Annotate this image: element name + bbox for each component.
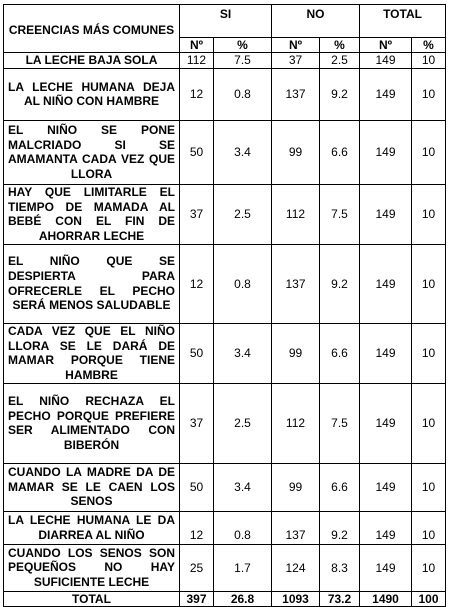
belief-cell: EL NIÑO QUE SE DESPIERTA PARA OFRECERLE EL PECHO SERÁ MENOS SALUDABLE xyxy=(4,244,180,323)
total-count-cell: 149 xyxy=(360,383,412,463)
no-percent-cell: 2.5 xyxy=(320,53,360,69)
si-percent-cell: 1.7 xyxy=(214,544,272,591)
belief-cell: CUANDO LA MADRE DA DE MAMAR SE LE CAEN LOS SENOS xyxy=(4,463,180,511)
header-row xyxy=(4,5,446,38)
si-count-cell: 12 xyxy=(180,511,214,544)
si-count-cell: 37 xyxy=(180,184,214,244)
table-row xyxy=(4,244,446,323)
totals-si-count: 397 xyxy=(180,591,214,606)
no-count-cell: 137 xyxy=(272,244,320,323)
no-percent-cell: 9.2 xyxy=(320,511,360,544)
si-count-cell: 37 xyxy=(180,383,214,463)
totals-no-percent: 73.2 xyxy=(320,591,360,606)
no-percent-cell: 9.2 xyxy=(320,244,360,323)
si-percent-cell: 2.5 xyxy=(214,184,272,244)
totals-row xyxy=(4,591,446,606)
no-percent-cell: 7.5 xyxy=(320,184,360,244)
si-percent-cell: 0.8 xyxy=(214,511,272,544)
totals-total-count: 1490 xyxy=(360,591,412,606)
header-total: TOTAL xyxy=(360,5,446,38)
total-percent-cell: 10 xyxy=(412,53,446,69)
beliefs-table xyxy=(3,4,446,607)
table-row xyxy=(4,544,446,591)
belief-cell: LA LECHE BAJA SOLA xyxy=(4,53,180,69)
table-row xyxy=(4,120,446,184)
si-percent-cell: 0.8 xyxy=(214,68,272,120)
table-row xyxy=(4,184,446,244)
header-no: NO xyxy=(272,5,360,38)
subheader-total-count: Nº xyxy=(360,38,412,53)
belief-cell: LA LECHE HUMANA DEJA AL NIÑO CON HAMBRE xyxy=(4,68,180,120)
totals-label: TOTAL xyxy=(4,591,180,606)
subheader-no-percent: % xyxy=(320,38,360,53)
no-count-cell: 99 xyxy=(272,323,320,383)
table-row xyxy=(4,53,446,69)
header-si: SI xyxy=(180,5,272,38)
total-percent-cell: 10 xyxy=(412,244,446,323)
total-percent-cell: 10 xyxy=(412,184,446,244)
total-percent-cell: 10 xyxy=(412,511,446,544)
total-count-cell: 149 xyxy=(360,463,412,511)
no-percent-cell: 7.5 xyxy=(320,383,360,463)
no-count-cell: 99 xyxy=(272,463,320,511)
total-percent-cell: 10 xyxy=(412,68,446,120)
si-count-cell: 50 xyxy=(180,323,214,383)
total-count-cell: 149 xyxy=(360,323,412,383)
total-count-cell: 149 xyxy=(360,544,412,591)
no-percent-cell: 6.6 xyxy=(320,323,360,383)
si-percent-cell: 7.5 xyxy=(214,53,272,69)
table-row xyxy=(4,463,446,511)
si-count-cell: 112 xyxy=(180,53,214,69)
totals-no-count: 1093 xyxy=(272,591,320,606)
table-row xyxy=(4,383,446,463)
total-count-cell: 149 xyxy=(360,53,412,69)
no-count-cell: 112 xyxy=(272,383,320,463)
si-count-cell: 12 xyxy=(180,68,214,120)
si-percent-cell: 3.4 xyxy=(214,323,272,383)
total-count-cell: 149 xyxy=(360,184,412,244)
total-percent-cell: 10 xyxy=(412,463,446,511)
si-count-cell: 25 xyxy=(180,544,214,591)
no-percent-cell: 6.6 xyxy=(320,120,360,184)
total-percent-cell: 10 xyxy=(412,323,446,383)
total-percent-cell: 10 xyxy=(412,544,446,591)
belief-cell: EL NIÑO RECHAZA EL PECHO PORQUE PREFIERE SER ALIMENTADO CON BIBERÓN xyxy=(4,383,180,463)
subheader-total-percent: % xyxy=(412,38,446,53)
no-percent-cell: 9.2 xyxy=(320,68,360,120)
total-percent-cell: 10 xyxy=(412,383,446,463)
total-count-cell: 149 xyxy=(360,511,412,544)
totals-si-percent: 26.8 xyxy=(214,591,272,606)
no-count-cell: 99 xyxy=(272,120,320,184)
table-row xyxy=(4,323,446,383)
no-count-cell: 137 xyxy=(272,68,320,120)
total-count-cell: 149 xyxy=(360,68,412,120)
belief-cell: CADA VEZ QUE EL NIÑO LLORA SE LE DARÁ DE MAMAR PORQUE TIENE HAMBRE xyxy=(4,323,180,383)
si-count-cell: 50 xyxy=(180,463,214,511)
belief-cell: LA LECHE HUMANA LE DA DIARREA AL NIÑO xyxy=(4,511,180,544)
no-count-cell: 137 xyxy=(272,511,320,544)
header-creencias: CREENCIAS MÁS COMUNES xyxy=(4,5,180,53)
belief-cell: EL NIÑO SE PONE MALCRIADO SI SE AMAMANTA CADA VEZ QUE LLORA xyxy=(4,120,180,184)
belief-cell: HAY QUE LIMITARLE EL TIEMPO DE MAMADA AL BEBÉ CON EL FIN DE AHORRAR LECHE xyxy=(4,184,180,244)
no-percent-cell: 8.3 xyxy=(320,544,360,591)
subheader-no-count: Nº xyxy=(272,38,320,53)
si-percent-cell: 0.8 xyxy=(214,244,272,323)
total-count-cell: 149 xyxy=(360,244,412,323)
table-row xyxy=(4,68,446,120)
total-percent-cell: 10 xyxy=(412,120,446,184)
no-count-cell: 112 xyxy=(272,184,320,244)
si-percent-cell: 3.4 xyxy=(214,463,272,511)
subheader-si-count: Nº xyxy=(180,38,214,53)
si-count-cell: 50 xyxy=(180,120,214,184)
no-count-cell: 37 xyxy=(272,53,320,69)
table-row xyxy=(4,511,446,544)
si-percent-cell: 3.4 xyxy=(214,120,272,184)
subheader-si-percent: % xyxy=(214,38,272,53)
totals-total-percent: 100 xyxy=(412,591,446,606)
si-count-cell: 12 xyxy=(180,244,214,323)
belief-cell: CUANDO LOS SENOS SON PEQUEÑOS NO HAY SUFICIENTE LECHE xyxy=(4,544,180,591)
no-count-cell: 124 xyxy=(272,544,320,591)
total-count-cell: 149 xyxy=(360,120,412,184)
si-percent-cell: 2.5 xyxy=(214,383,272,463)
no-percent-cell: 6.6 xyxy=(320,463,360,511)
